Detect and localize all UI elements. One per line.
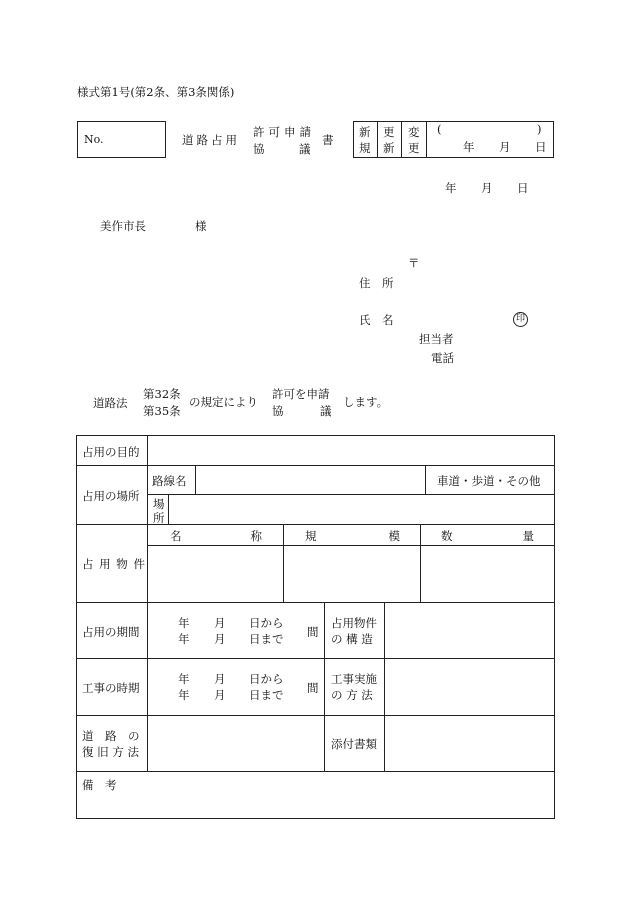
title-suffix: 書 <box>322 133 334 147</box>
request-permit: 許可を申請 <box>272 387 330 401</box>
place-input[interactable] <box>169 495 554 524</box>
restore-label-1: 道 路 の <box>82 729 140 743</box>
remarks-label: 備 考 <box>82 778 117 792</box>
article-32: 第32条 <box>143 387 181 401</box>
phone-label: 電話 <box>431 351 454 365</box>
work-start-month: 月 <box>214 672 226 686</box>
type-change-2[interactable]: 更 <box>408 141 420 155</box>
attachments-input[interactable] <box>385 716 554 771</box>
purpose-input[interactable] <box>148 436 554 465</box>
period-between: 間 <box>307 625 319 639</box>
form-caption: 様式第1号(第2条、第3条関係) <box>77 85 235 99</box>
form-number-box[interactable] <box>77 121 166 158</box>
header-day: 日 <box>535 140 547 154</box>
date-month: 月 <box>481 181 493 195</box>
work-end-year: 年 <box>178 688 190 702</box>
period-start-year: 年 <box>178 616 190 630</box>
work-time-label: 工事の時期 <box>82 681 140 695</box>
restore-label-2: 復 旧 方 法 <box>82 745 139 759</box>
title-prefix: 道路占用 <box>182 133 240 147</box>
header-name: 名 称 <box>170 529 262 543</box>
seal-mark: 印 <box>513 312 528 327</box>
structure-label-1: 占用物件 <box>331 616 377 630</box>
method-input[interactable] <box>385 659 554 715</box>
number-label: No. <box>84 133 104 146</box>
object-scale-input[interactable] <box>284 546 420 602</box>
paren-open: ( <box>437 122 442 136</box>
type-renew-1[interactable]: 更 <box>383 125 395 139</box>
route-name-input[interactable] <box>196 466 425 494</box>
period-end-until: 日まで <box>249 632 284 646</box>
object-quantity-input[interactable] <box>421 546 554 602</box>
header-month: 月 <box>499 140 511 154</box>
title-option-permit: 許可申請 <box>253 125 315 139</box>
postal-mark: 〒 <box>408 256 420 270</box>
method-label-2: の 方 法 <box>331 688 373 702</box>
date-year: 年 <box>445 181 457 195</box>
remarks-input[interactable] <box>77 796 554 818</box>
address-label: 住 所 <box>359 276 394 290</box>
name-label: 氏 名 <box>359 313 394 327</box>
paren-close: ) <box>537 122 542 136</box>
period-end-month: 月 <box>214 632 226 646</box>
method-label-1: 工事実施 <box>331 672 377 686</box>
period-label: 占用の期間 <box>82 625 140 639</box>
recipient-name: 美作市長 <box>100 219 146 233</box>
article-35: 第35条 <box>143 404 181 418</box>
recipient-honorific: 様 <box>195 219 207 233</box>
type-renew-2[interactable]: 新 <box>383 141 395 155</box>
work-end-until: 日まで <box>249 688 284 702</box>
contact-person-label: 担当者 <box>419 332 454 346</box>
work-end-month: 月 <box>214 688 226 702</box>
header-year: 年 <box>463 140 475 154</box>
type-new-2[interactable]: 規 <box>359 141 371 155</box>
structure-label-2: の 構 造 <box>331 632 373 646</box>
header-quantity: 数 量 <box>441 529 534 543</box>
work-between: 間 <box>307 681 319 695</box>
object-label: 占 用 物 件 <box>82 557 146 571</box>
date-day: 日 <box>517 181 529 195</box>
location-label: 占用の場所 <box>82 489 140 503</box>
structure-input[interactable] <box>385 603 554 658</box>
request-consult-b: 議 <box>320 404 332 418</box>
work-start-from: 日から <box>249 672 284 686</box>
period-start-month: 月 <box>214 616 226 630</box>
title-option-consult-a: 協 <box>253 142 265 156</box>
type-new-1[interactable]: 新 <box>359 125 371 139</box>
provision-text: の規定により <box>189 395 258 409</box>
period-end-year: 年 <box>178 632 190 646</box>
restoration-input[interactable] <box>148 716 324 771</box>
header-scale: 規 模 <box>305 529 400 543</box>
route-name-label: 路線名 <box>152 474 187 488</box>
place-label-1: 場 <box>153 497 165 511</box>
work-start-year: 年 <box>178 672 190 686</box>
type-change-1[interactable]: 変 <box>408 125 420 139</box>
purpose-label: 占用の目的 <box>82 445 140 459</box>
road-type-options[interactable]: 車道・歩道・その他 <box>437 474 541 488</box>
law-name: 道路法 <box>93 396 128 410</box>
period-start-from: 日から <box>249 616 284 630</box>
request-consult-a: 協 <box>272 404 284 418</box>
attachments-label: 添付書類 <box>331 737 377 751</box>
title-option-consult-b: 議 <box>299 142 311 156</box>
place-label-2: 所 <box>153 511 165 525</box>
object-name-input[interactable] <box>148 546 283 602</box>
statement-ending: します。 <box>343 395 389 409</box>
